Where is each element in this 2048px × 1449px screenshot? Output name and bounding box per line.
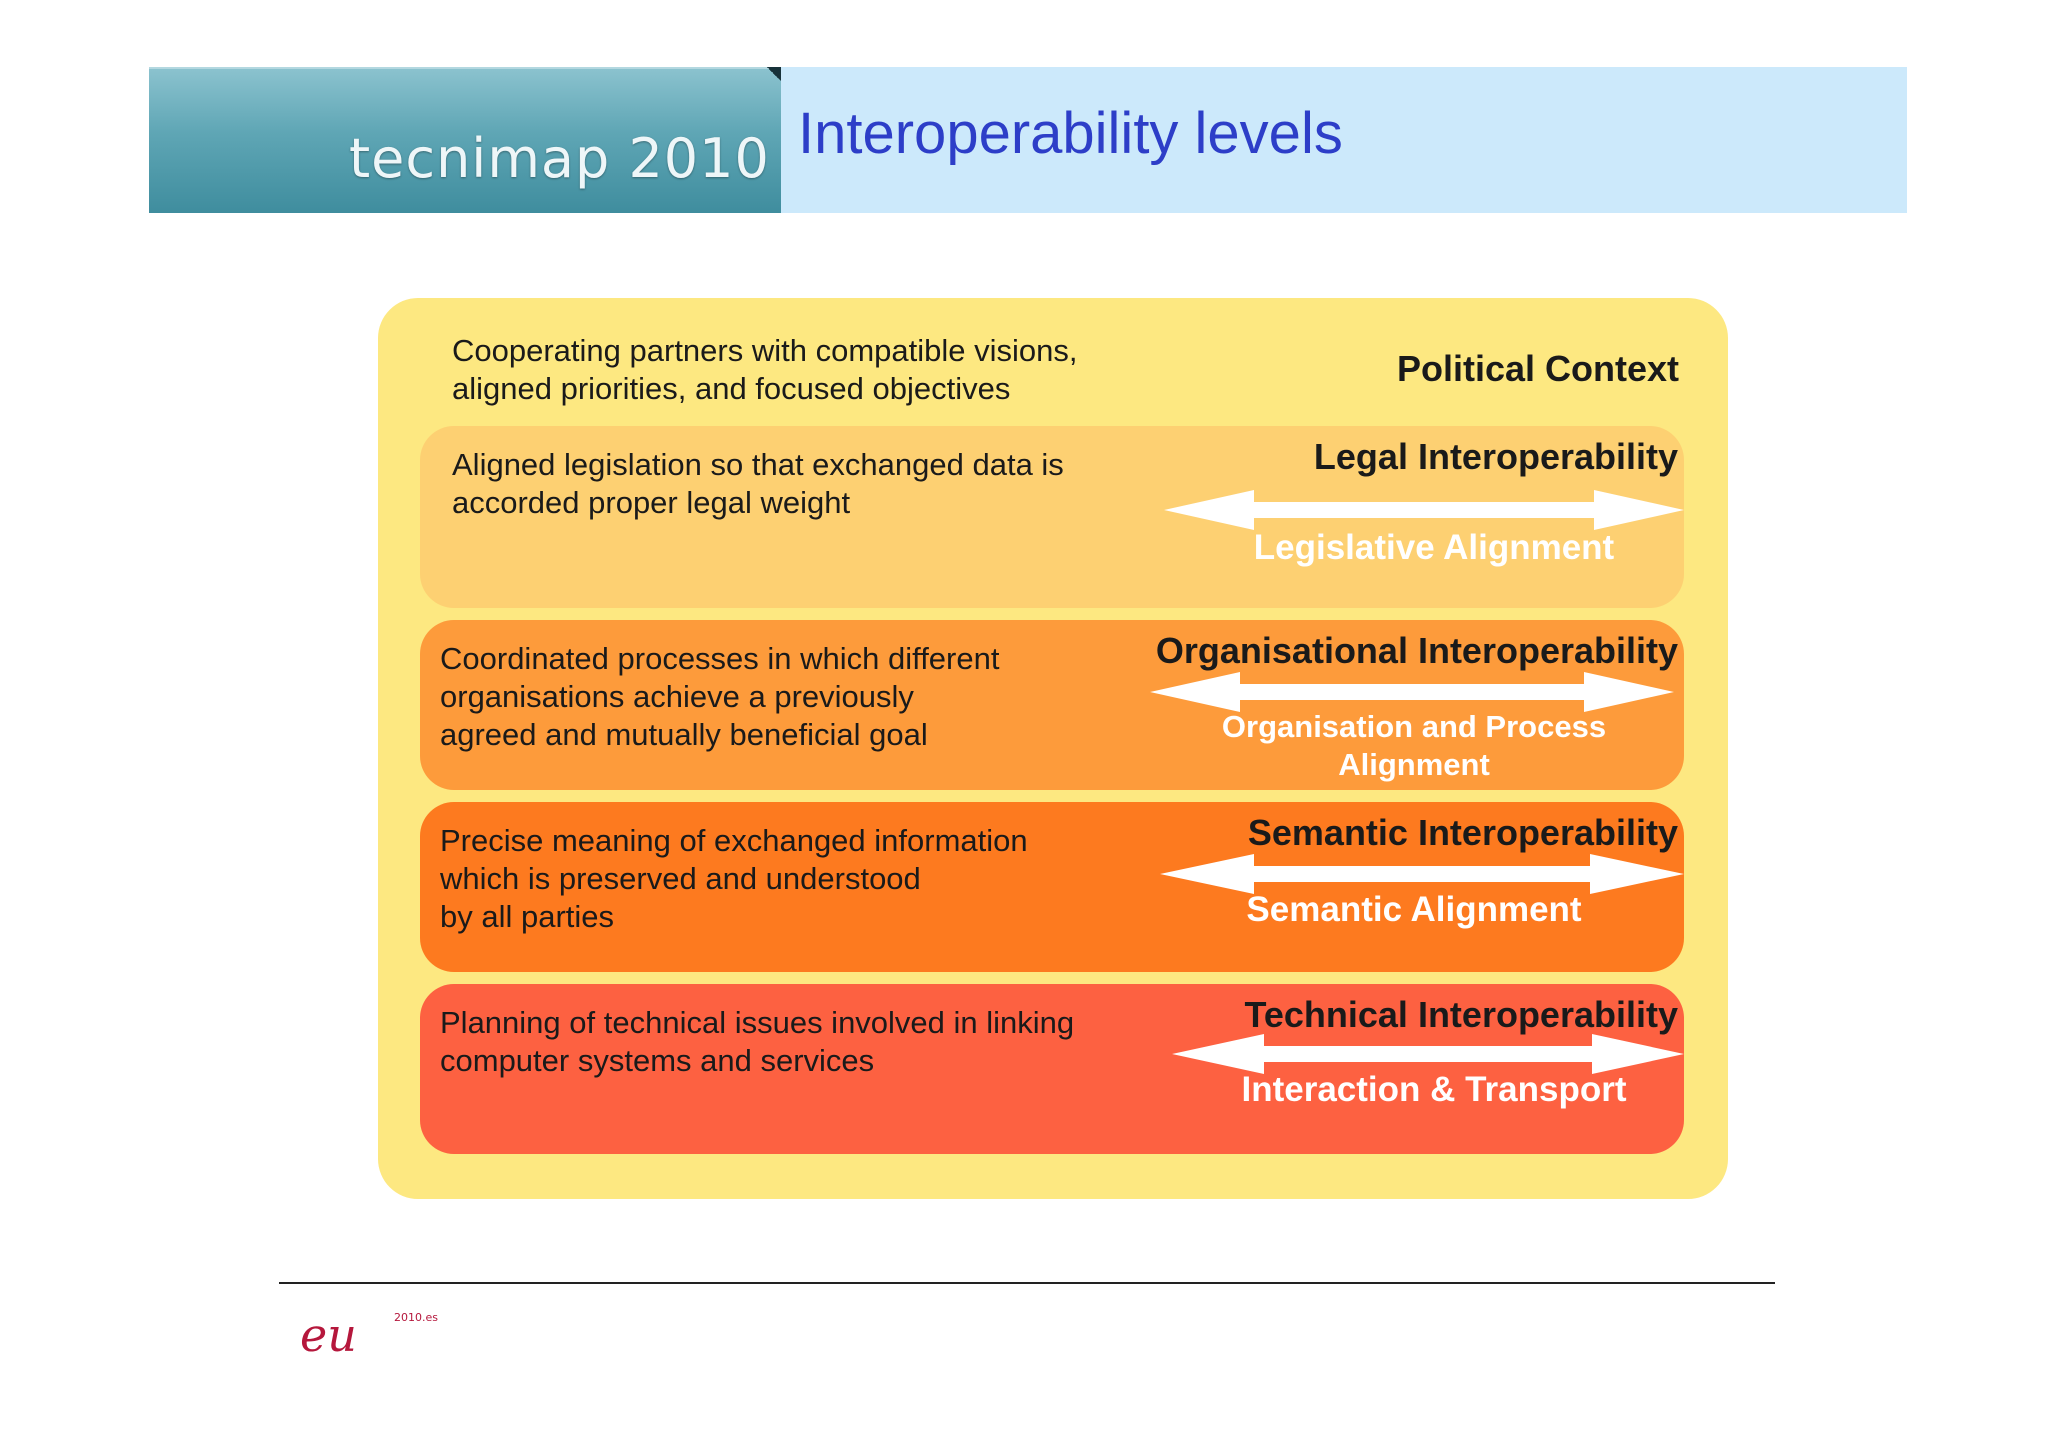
legal-description bbox=[452, 446, 1064, 522]
organisational-description-line: agreed and mutually beneficial goal bbox=[440, 717, 928, 752]
interaction-transport-label: Interaction & Transport bbox=[1241, 1070, 1627, 1109]
logo-corner-decoration bbox=[767, 67, 781, 81]
technical-description-line: computer systems and services bbox=[440, 1043, 875, 1078]
semantic-description bbox=[440, 822, 1028, 936]
political-context-title: Political Context bbox=[1396, 348, 1679, 389]
technical-interoperability-title: Technical Interoperability bbox=[1244, 994, 1678, 1035]
legal-double-arrow-icon bbox=[1164, 490, 1684, 530]
semantic-double-arrow-icon bbox=[1160, 854, 1684, 894]
legal-interoperability-title: Legal Interoperability bbox=[1313, 436, 1678, 477]
legal-interoperability-band bbox=[420, 426, 1684, 608]
organisational-interoperability-title: Organisational Interoperability bbox=[1155, 630, 1678, 671]
organisation-process-alignment-label bbox=[1174, 708, 1654, 784]
technical-description bbox=[440, 1004, 1074, 1080]
organisational-interoperability-band bbox=[420, 620, 1684, 790]
footer-divider bbox=[279, 1282, 1775, 1284]
legal-description-line: Aligned legislation so that exchanged data is bbox=[452, 447, 1064, 482]
organisational-description-line: Coordinated processes in which different bbox=[440, 641, 1000, 676]
semantic-interoperability-band bbox=[420, 802, 1684, 972]
semantic-alignment-label: Semantic Alignment bbox=[1246, 890, 1582, 929]
eu-logo-suffix: 2010.es bbox=[394, 1311, 438, 1324]
semantic-interoperability-title: Semantic Interoperability bbox=[1247, 812, 1678, 853]
semantic-description-line: by all parties bbox=[440, 899, 615, 934]
legislative-alignment-label: Legislative Alignment bbox=[1253, 528, 1615, 567]
organisational-description-line: organisations achieve a previously bbox=[440, 679, 914, 714]
technical-description-line: Planning of technical issues involved in linking bbox=[440, 1005, 1075, 1040]
technical-double-arrow-icon bbox=[1172, 1034, 1684, 1074]
eu-logo-script: eu bbox=[300, 1308, 357, 1362]
header-logo-banner bbox=[149, 67, 781, 213]
organisational-double-arrow-icon bbox=[1150, 672, 1674, 712]
semantic-description-line: which is preserved and understood bbox=[440, 861, 921, 896]
political-description bbox=[452, 332, 1077, 408]
page-title: Interoperability levels bbox=[798, 101, 1343, 166]
eu2010-logo-icon bbox=[298, 1305, 438, 1365]
organisation-alignment-line: Organisation and Process bbox=[1221, 709, 1607, 744]
political-description-line: Cooperating partners with compatible visions, bbox=[452, 333, 1078, 368]
semantic-description-line: Precise meaning of exchanged information bbox=[440, 823, 1028, 858]
political-description-line: aligned priorities, and focused objectives bbox=[452, 371, 1011, 406]
legal-description-line: accorded proper legal weight bbox=[452, 485, 851, 520]
technical-interoperability-band bbox=[420, 984, 1684, 1154]
tecnimap-logo-text: tecnimap 2010 bbox=[349, 127, 770, 190]
political-context-box bbox=[378, 298, 1728, 1199]
organisational-description bbox=[440, 640, 999, 754]
organisation-alignment-line: Alignment bbox=[1338, 747, 1490, 782]
